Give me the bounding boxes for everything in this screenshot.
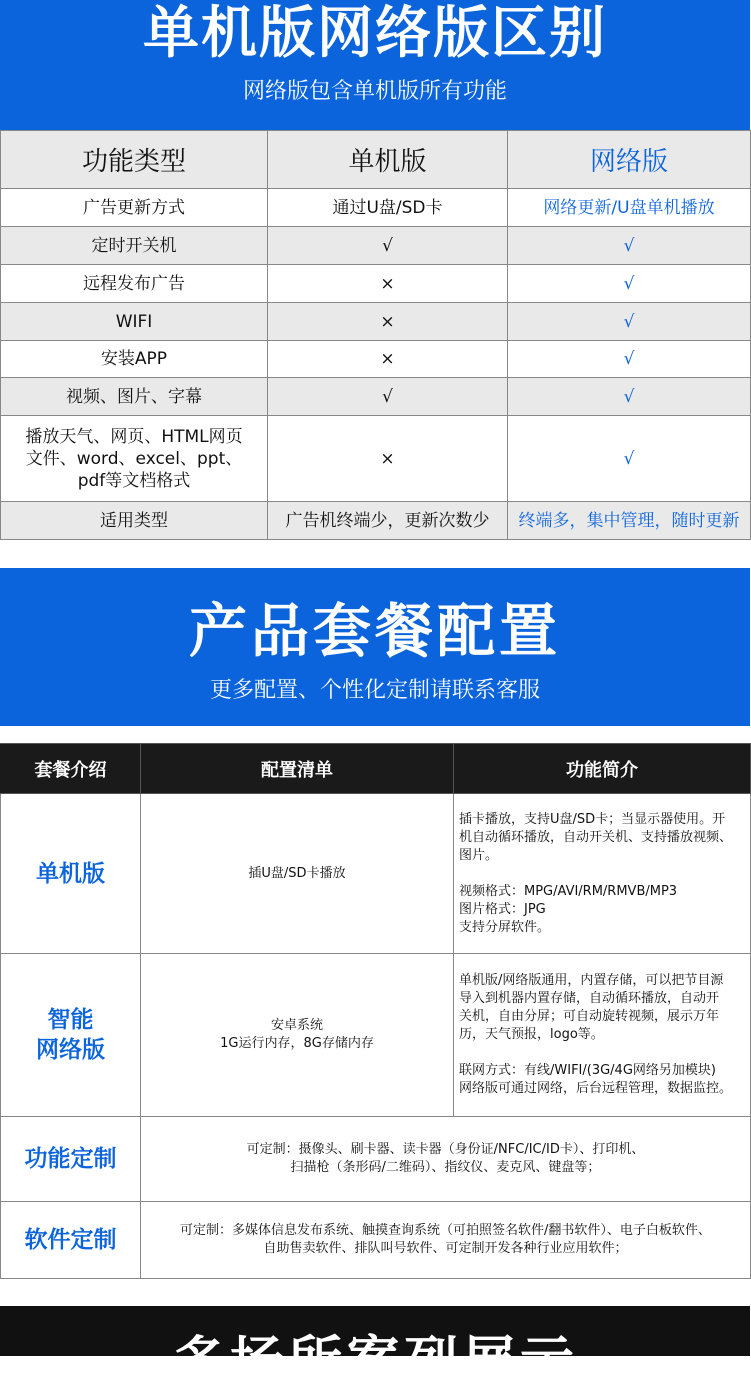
cross-icon: × xyxy=(268,341,508,378)
table-row xyxy=(1,189,751,227)
feature-cell: 广告更新方式 xyxy=(1,189,268,227)
package-config xyxy=(141,954,454,1117)
feature-cell: 远程发布广告 xyxy=(1,265,268,303)
feature-line: 历，天气预报，logo等。 xyxy=(459,1027,604,1042)
feature-cell xyxy=(1,416,268,502)
section-banner-cases xyxy=(0,1306,750,1393)
description-line: 扫描枪（条形码/二维码）、指纹仪、麦克风、键盘等； xyxy=(290,1160,601,1175)
table-row xyxy=(1,265,751,303)
section-banner-packages xyxy=(0,568,750,726)
feature-line: 导入到机器内置存储，自动循环播放，自动开 xyxy=(459,991,720,1006)
cross-icon: × xyxy=(268,416,508,502)
feature-line: 网络版可通过网络，后台远程管理，数据监控。 xyxy=(459,1081,733,1096)
section-subtitle: 更多配置、个性化定制请联系客服 xyxy=(209,678,540,703)
feature-line: 图片。 xyxy=(459,847,499,863)
standalone-cell: 广告机终端少，更新次数少 xyxy=(268,502,508,540)
feature-line: 文件、word、excel、ppt、 xyxy=(25,448,243,469)
feature-line: pdf等文档格式 xyxy=(77,470,191,491)
config-line: 1G运行内存，8G存储内存 xyxy=(220,1036,374,1051)
table-row xyxy=(1,341,751,378)
cross-icon: × xyxy=(268,265,508,303)
table-row xyxy=(1,303,751,341)
package-header-row xyxy=(1,744,751,794)
table-row xyxy=(1,416,751,502)
package-description xyxy=(141,1202,751,1279)
header-standalone: 单机版 xyxy=(268,131,508,189)
package-name: 单机版 xyxy=(1,794,141,954)
feature-line: 视频格式：MPG/AVI/RM/RMVB/MP3 xyxy=(459,883,678,899)
section-title: 产品套餐配置 xyxy=(188,597,561,665)
feature-cell: WIFI xyxy=(1,303,268,341)
package-name-line: 网络版 xyxy=(36,1037,105,1063)
package-name: 功能定制 xyxy=(1,1117,141,1202)
spacer xyxy=(459,865,746,883)
feature-line: 插卡播放，支持U盘/SD卡；当显示器使用。开 xyxy=(459,811,726,827)
config-line: 安卓系统 xyxy=(270,1018,323,1033)
section-banner-difference xyxy=(0,0,750,130)
table-row xyxy=(1,378,751,416)
header-features: 功能简介 xyxy=(454,744,751,794)
cross-icon: × xyxy=(268,303,508,341)
package-row-standalone xyxy=(1,794,751,954)
section-title: 多场所案列展示 xyxy=(172,1330,578,1393)
package-description xyxy=(141,1117,751,1202)
check-icon: √ xyxy=(508,303,751,341)
feature-cell: 定时开关机 xyxy=(1,227,268,265)
header-network: 网络版 xyxy=(508,131,751,189)
check-icon: √ xyxy=(508,416,751,502)
comparison-header-row xyxy=(1,131,751,189)
header-package: 套餐介绍 xyxy=(1,744,141,794)
header-feature-type: 功能类型 xyxy=(1,131,268,189)
spacer xyxy=(459,1044,746,1062)
feature-line: 联网方式：有线/WIFI/(3G/4G网络另加模块) xyxy=(459,1063,716,1078)
section-subtitle: 网络版包含单机版所有功能 xyxy=(242,79,507,104)
network-cell: 终端多，集中管理，随时更新 xyxy=(508,502,751,540)
feature-line: 支持分屏软件。 xyxy=(459,919,551,935)
check-icon: √ xyxy=(508,341,751,378)
description-line: 可定制：摄像头、刷卡器、读卡器（身份证/NFC/IC/ID卡）、打印机、 xyxy=(246,1142,645,1157)
feature-line: 关机，自由分屏；可自动旋转视频，展示万年 xyxy=(459,1009,720,1024)
package-row-network xyxy=(1,954,751,1117)
section-title: 单机版网络版区别 xyxy=(143,1,607,66)
table-row xyxy=(1,502,751,540)
check-icon: √ xyxy=(268,378,508,416)
feature-cell: 视频、图片、字幕 xyxy=(1,378,268,416)
package-row-function-custom xyxy=(1,1117,751,1202)
package-name: 软件定制 xyxy=(1,1202,141,1279)
package-name-line: 智能 xyxy=(47,1007,94,1033)
package-table xyxy=(0,743,751,1279)
check-icon: √ xyxy=(268,227,508,265)
feature-line: 播放天气、网页、HTML网页 xyxy=(25,426,243,447)
feature-cell: 安装APP xyxy=(1,341,268,378)
feature-line: 单机版/网络版通用，内置存储，可以把节目源 xyxy=(459,973,724,988)
standalone-cell: 通过U盘/SD卡 xyxy=(268,189,508,227)
package-features xyxy=(454,954,751,1117)
comparison-table xyxy=(0,130,751,540)
table-row xyxy=(1,227,751,265)
feature-line: 机自动循环播放，自动开关机、支持播放视频、 xyxy=(459,829,733,845)
check-icon: √ xyxy=(508,265,751,303)
check-icon: √ xyxy=(508,227,751,265)
package-features xyxy=(454,794,751,954)
package-name xyxy=(1,954,141,1117)
feature-line: 图片格式：JPG xyxy=(459,901,546,917)
check-icon: √ xyxy=(508,378,751,416)
package-config: 插U盘/SD卡播放 xyxy=(141,794,454,954)
description-line: 自助售卖软件、排队叫号软件、可定制开发各种行业应用软件； xyxy=(263,1241,628,1256)
network-cell: 网络更新/U盘单机播放 xyxy=(508,189,751,227)
feature-cell: 适用类型 xyxy=(1,502,268,540)
header-config: 配置清单 xyxy=(141,744,454,794)
description-line: 可定制：多媒体信息发布系统、触摸查询系统（可拍照签名软件/翻书软件）、电子白板软件、 xyxy=(180,1223,711,1238)
package-row-software-custom xyxy=(1,1202,751,1279)
